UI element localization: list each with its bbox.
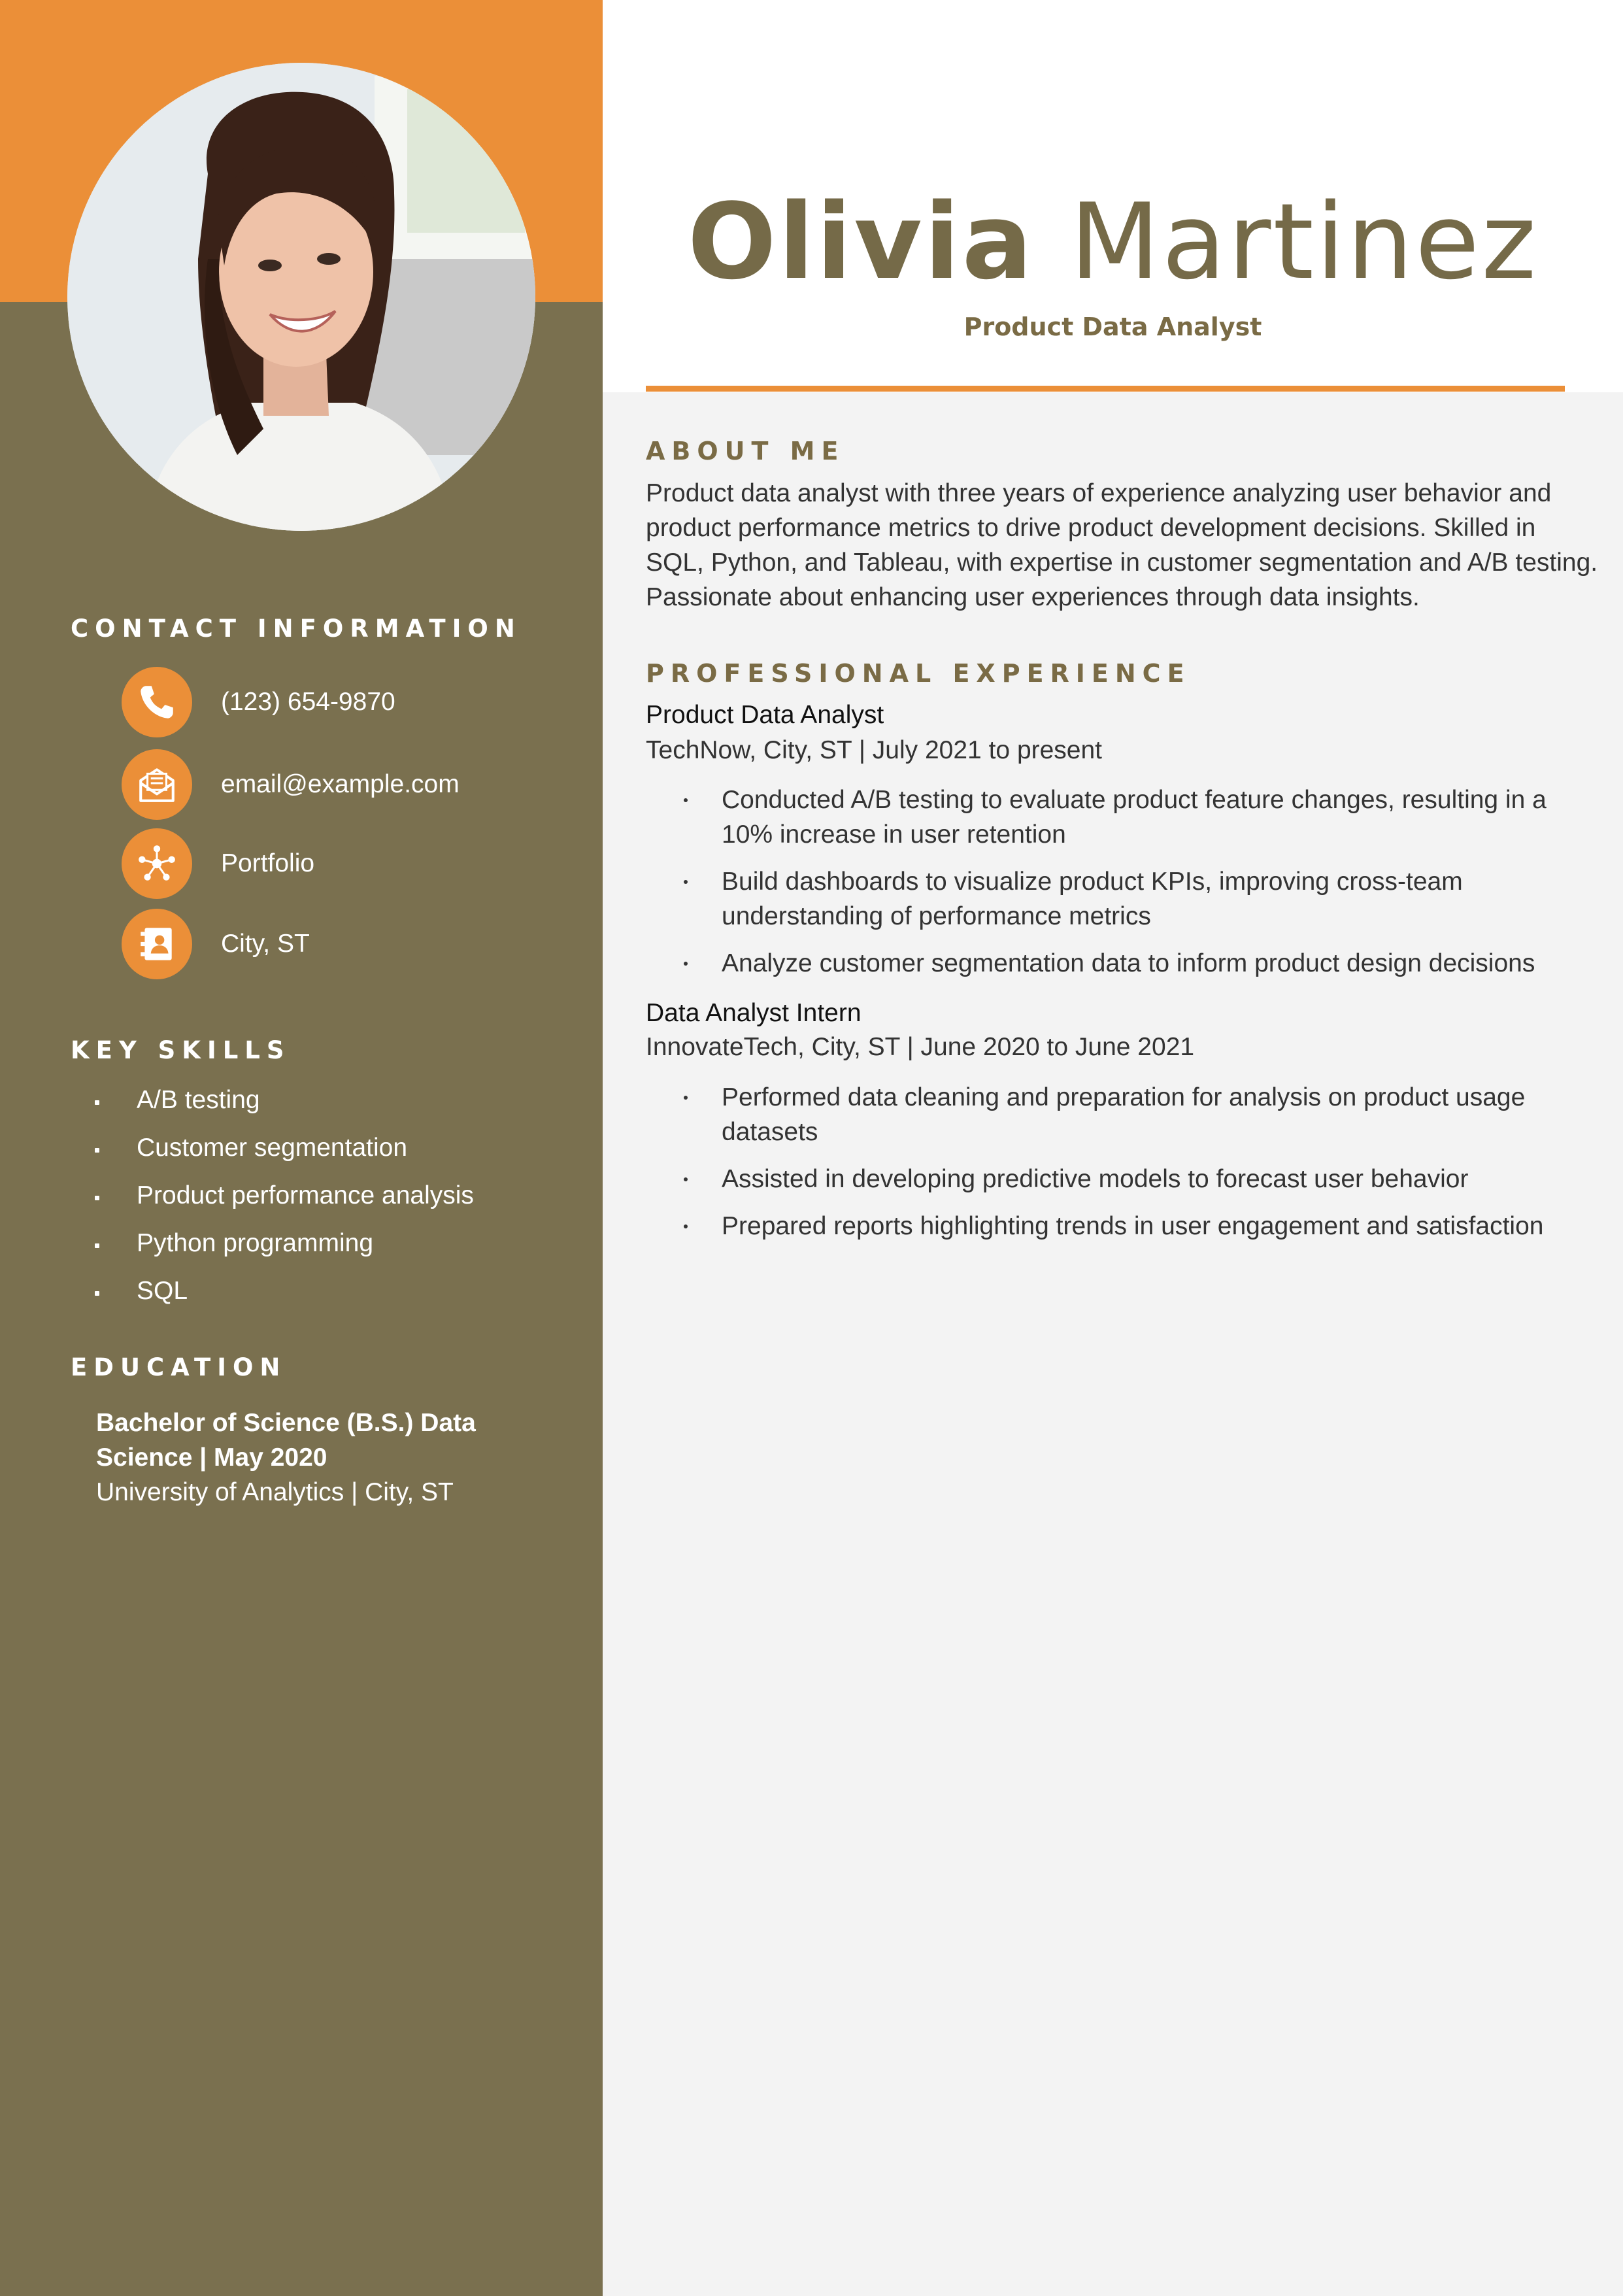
candidate-name	[603, 170, 1623, 314]
last-name: Martinez	[1069, 180, 1539, 303]
list-item: Prepared reports highlighting trends in user engagement and satisfaction	[722, 1209, 1604, 1243]
contact-item-email	[122, 749, 460, 820]
contact-email[interactable]: email@example.com	[221, 770, 460, 798]
list-item: Build dashboards to visualize product KPIs, improving cross-team understanding of performance metrics	[722, 864, 1604, 934]
skill-item: Customer segmentation	[92, 1131, 474, 1179]
profile-photo	[67, 63, 535, 531]
first-name: Olivia	[687, 180, 1035, 303]
education-heading: EDUCATION	[71, 1353, 287, 1381]
skill-item: SQL	[92, 1274, 474, 1322]
network-icon	[122, 828, 192, 899]
phone-icon	[122, 667, 192, 737]
about-heading: ABOUT ME	[646, 437, 845, 465]
header-divider	[646, 386, 1565, 392]
contact-phone[interactable]: (123) 654-9870	[221, 688, 395, 716]
contact-item-location	[122, 909, 310, 979]
email-icon	[122, 749, 192, 820]
skills-list	[92, 1083, 474, 1322]
contact-item-portfolio	[122, 828, 314, 899]
address-book-icon	[122, 909, 192, 979]
education-school: University of Analytics | City, ST	[96, 1478, 454, 1506]
contact-item-phone	[122, 667, 395, 737]
education-degree: Bachelor of Science (B.S.) Data Science | May 2020	[96, 1409, 476, 1472]
job-2-bullets	[722, 1080, 1604, 1256]
experience-heading: PROFESSIONAL EXPERIENCE	[646, 659, 1191, 688]
skill-item: A/B testing	[92, 1083, 474, 1131]
job-2-title: Data Analyst Intern	[646, 999, 862, 1027]
contact-location: City, ST	[221, 930, 310, 958]
list-item: Assisted in developing predictive models to forecast user behavior	[722, 1162, 1604, 1196]
job-title-header: Product Data Analyst	[963, 312, 1262, 341]
skills-heading: KEY SKILLS	[71, 1036, 291, 1064]
list-item: Conducted A/B testing to evaluate product feature changes, resulting in a 10% increase in user retention	[722, 783, 1604, 852]
skill-item: Python programming	[92, 1226, 474, 1274]
job-2-meta: InnovateTech, City, ST | June 2020 to June 2021	[646, 1033, 1195, 1061]
skill-item: Product performance analysis	[92, 1179, 474, 1226]
list-item: Performed data cleaning and preparation for analysis on product usage datasets	[722, 1080, 1604, 1149]
job-1-bullets	[722, 783, 1604, 993]
contact-heading: CONTACT INFORMATION	[71, 615, 522, 643]
about-text: Product data analyst with three years of experience analyzing user behavior and product performance metrics to drive product development decisions. Skilled in SQL, Python, and Tableau, with expertise in customer segmentation and A/B testing. Passionate about enhancing user experiences through data insights.	[646, 479, 1598, 611]
job-1-meta: TechNow, City, ST | July 2021 to present	[646, 736, 1103, 764]
contact-portfolio[interactable]: Portfolio	[221, 849, 315, 877]
list-item: Analyze customer segmentation data to inform product design decisions	[722, 946, 1604, 981]
job-1-title: Product Data Analyst	[646, 701, 884, 729]
